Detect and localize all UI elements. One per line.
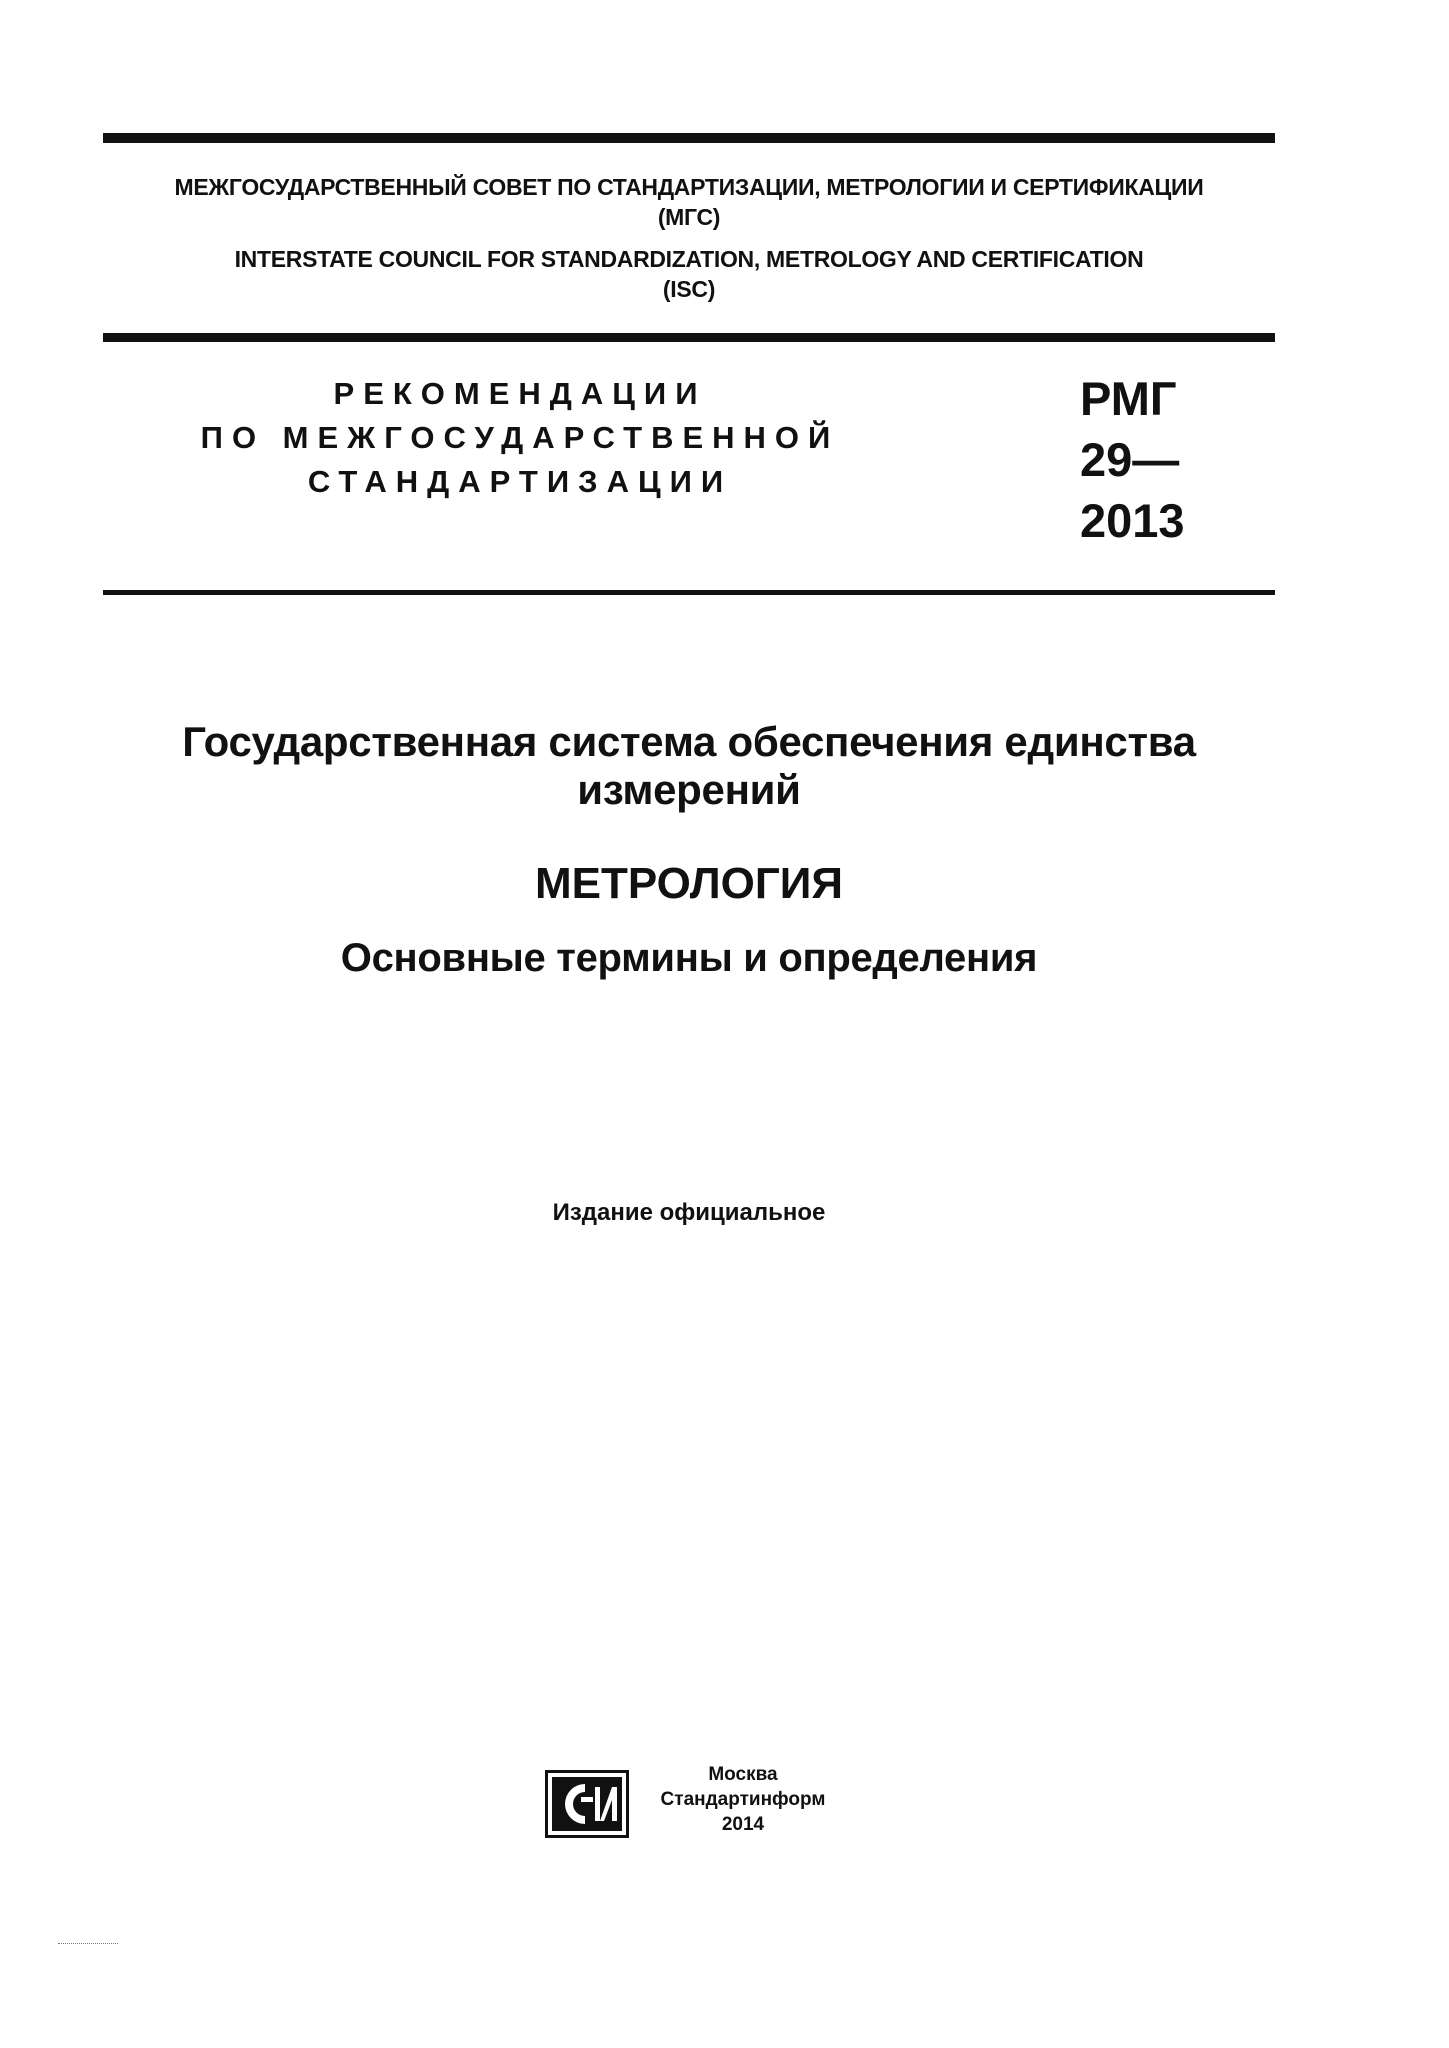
title-description: Основные термины и определения xyxy=(340,936,1038,980)
document-title xyxy=(103,718,1275,982)
title-main-line-1: Государственная система обеспечения единства xyxy=(182,718,1196,765)
code-year: 2013 xyxy=(1080,494,1185,547)
publisher-block xyxy=(545,1762,845,1842)
recommendation-heading xyxy=(200,372,840,504)
publisher-year: 2014 xyxy=(721,1814,765,1835)
council-abbr-en: (ISC) xyxy=(662,276,716,302)
recommendation-line-3: СТАНДАРТИЗАЦИИ xyxy=(307,464,733,499)
council-abbr-ru: (МГС) xyxy=(657,204,721,230)
title-subject: МЕТРОЛОГИЯ xyxy=(534,859,844,908)
code-number: 29— xyxy=(1080,433,1180,486)
council-header xyxy=(103,172,1275,304)
top-divider xyxy=(103,133,1275,143)
recommendation-line-1: РЕКОМЕНДАЦИИ xyxy=(333,376,707,411)
document-code xyxy=(1080,368,1310,551)
code-prefix: РМГ xyxy=(1080,372,1177,425)
recommendation-line-2: ПО МЕЖГОСУДАРСТВЕННОЙ xyxy=(200,420,840,455)
standartinform-logo-icon xyxy=(545,1770,629,1838)
middle-divider xyxy=(103,333,1275,342)
publisher-city: Москва xyxy=(708,1764,778,1785)
scan-mark xyxy=(58,1943,118,1947)
title-main-line-2: измерений xyxy=(577,766,801,813)
bottom-divider xyxy=(103,590,1275,595)
publisher-text xyxy=(643,1762,843,1837)
publisher-name: Стандартинформ xyxy=(660,1789,826,1810)
council-name-en: INTERSTATE COUNCIL FOR STANDARDIZATION, METROLOGY AND CERTIFICATION xyxy=(234,246,1144,272)
council-name-ru: МЕЖГОСУДАРСТВЕННЫЙ СОВЕТ ПО СТАНДАРТИЗАЦИИ, МЕТРОЛОГИИ И СЕРТИФИКАЦИИ xyxy=(174,174,1204,200)
edition-label: Издание официальное xyxy=(552,1199,826,1226)
title-main xyxy=(103,718,1275,814)
